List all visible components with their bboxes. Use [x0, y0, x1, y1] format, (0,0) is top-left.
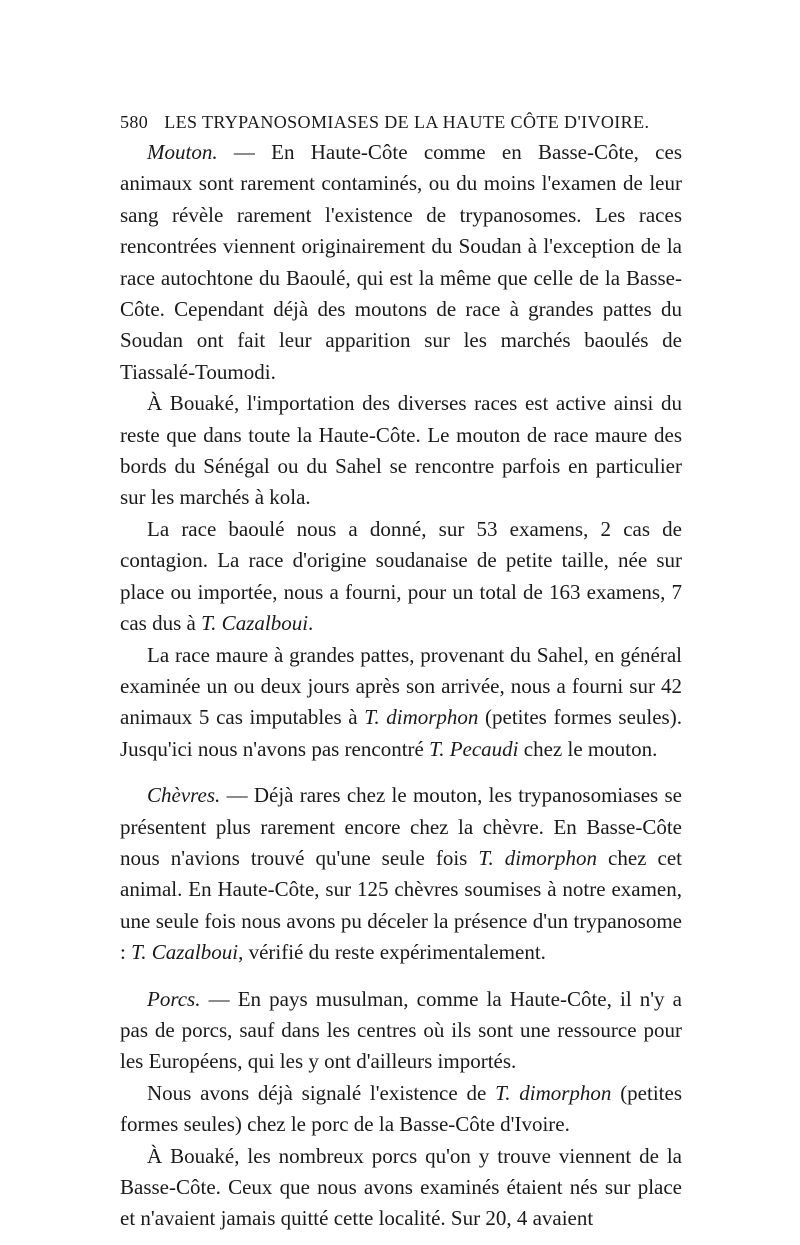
paragraph-text: (petites formes seules). Jusqu'ici nous n'avons pas rencontré: [120, 705, 682, 761]
paragraph-text: À Bouaké, les nombreux porcs qu'on y trouve viennent de la Basse-Côte. Ceux que nous avons examinés étaient nés sur place et n'avaient jamais quitté cette localité. Sur 20, 4 avaient: [120, 1143, 682, 1231]
paragraph-text: chez le mouton.: [518, 736, 658, 761]
species-name: T. Cazalboui: [131, 940, 239, 965]
paragraph-text: — Déjà rares chez le mouton, les trypanosomiases se présentent plus rarement encore chez la chèvre. En Basse-Côte nous n'avions trouvé qu'une seule fois: [120, 783, 682, 870]
paragraph-porcs-bouake: [120, 1141, 682, 1235]
species-name: T. dimorphon: [495, 1080, 612, 1105]
page-number: 580: [120, 112, 149, 132]
paragraph-text: , vérifié du reste expérimentalement.: [238, 940, 546, 965]
paragraph-porc-basse-cote: [120, 1078, 682, 1141]
paragraph-bouake-import: [120, 388, 682, 514]
species-name: T. dimorphon: [364, 705, 479, 730]
paragraph-mouton: [120, 137, 682, 388]
paragraph-text: (petites formes seules) chez le porc de la Basse-Côte d'Ivoire.: [120, 1080, 683, 1137]
paragraph-text: Nous avons déjà signalé l'existence de: [147, 1080, 496, 1105]
running-header: [120, 112, 682, 133]
paragraph-text: chez cet animal. En Haute-Côte, sur 125 chèvres soumises à notre examen, une seule fois nous avons pu déceler la présence d'un trypanosome :: [120, 845, 682, 965]
paragraph-text: — En Haute-Côte comme en Basse-Côte, ces animaux sont rarement contaminés, ou du moins l'examen de leur sang révèle rarement l'existence de trypanosomes. Les races rencontrées viennent originairement du Soudan à l'exception de la race autochtone du Baoulé, qui est la même que celle de la Basse-Côte. Cependant déjà des moutons de race à grandes pattes du Soudan ont fait leur apparition sur les marchés baoulés de Tiassalé-Toumodi.: [120, 140, 682, 384]
paragraph-text: .: [308, 611, 314, 636]
book-page: [120, 112, 682, 1235]
species-name: T. Cazalboui: [201, 611, 309, 636]
paragraph-text: — En pays musulman, comme la Haute-Côte, il n'y a pas de porcs, sauf dans les centres où ils sont une ressource pour les Européens, qui les y ont d'ailleurs importés.: [120, 986, 682, 1074]
species-name: T. Pecaudi: [429, 736, 519, 761]
paragraph-text: La race baoulé nous a donné, sur 53 examens, 2 cas de contagion. La race d'origine soudanaise de petite taille, née sur place ou importée, nous a fourni, pour un total de 163 examens, 7 cas dus à: [120, 516, 682, 636]
paragraph-race-baoule: [120, 514, 682, 640]
paragraph-chevres: [120, 780, 682, 968]
paragraph-porcs: [120, 984, 682, 1078]
section-lead-porcs: Porcs.: [147, 986, 201, 1011]
section-lead-chevres: Chèvres.: [147, 783, 221, 808]
species-name: T. dimorphon: [478, 845, 597, 870]
section-lead-mouton: Mouton.: [147, 140, 218, 164]
paragraph-text: À Bouaké, l'importation des diverses races est active ainsi du reste que dans toute la Haute-Côte. Le mouton de race maure des bords du Sénégal ou du Sahel se rencontre parfois en particulier sur les marchés à kola.: [120, 391, 682, 510]
running-title: LES TRYPANOSOMIASES DE LA HAUTE CÔTE D'IVOIRE.: [164, 112, 650, 132]
paragraph-text: La race maure à grandes pattes, provenant du Sahel, en général examinée un ou deux jours après son arrivée, nous a fourni sur 42 animaux 5 cas imputables à: [120, 642, 682, 730]
paragraph-race-maure: [120, 640, 682, 766]
